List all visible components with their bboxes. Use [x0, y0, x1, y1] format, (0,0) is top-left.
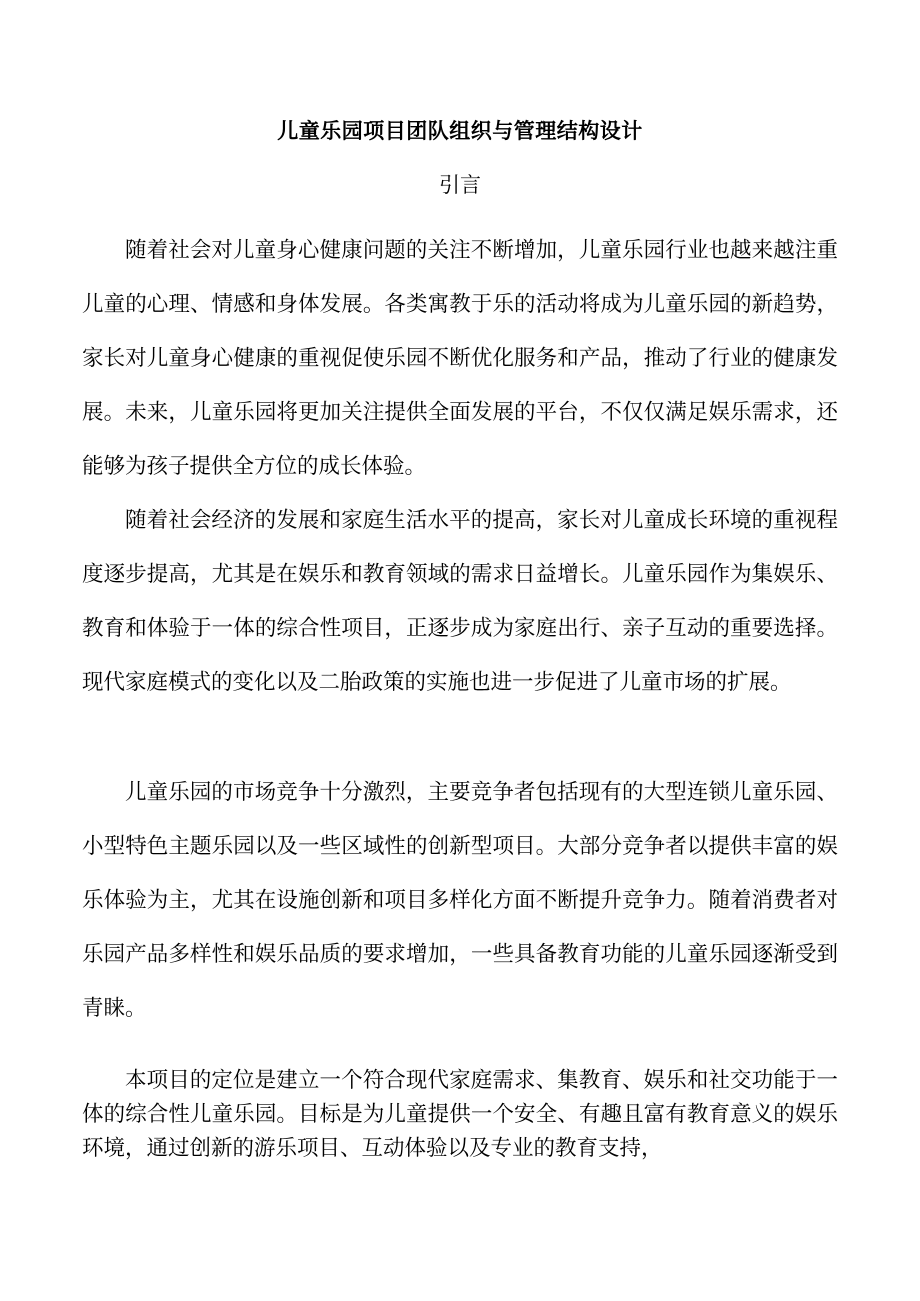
- paragraph-1: 随着社会对儿童身心健康问题的关注不断增加，儿童乐园行业也越来越注重儿童的心理、情感和身体发展。各类寓教于乐的活动将成为儿童乐园的新趋势，家长对儿童身心健康的重视促使乐园不断优化服务和产品，推动了行业的健康发展。未来，儿童乐园将更加关注提供全面发展的平台，不仅仅满足娱乐需求，还能够为孩子提供全方位的成长体验。: [82, 238, 838, 479]
- section-heading: 引言: [439, 173, 481, 197]
- paragraph-2: 随着社会经济的发展和家庭生活水平的提高，家长对儿童成长环境的重视程度逐步提高，尤其是在娱乐和教育领域的需求日益增长。儿童乐园作为集娱乐、教育和体验于一体的综合性项目，正逐步成为家庭出行、亲子互动的重要选择。现代家庭模式的变化以及二胎政策的实施也进一步促进了儿童市场的扩展。: [82, 508, 838, 695]
- paragraph-3: 儿童乐园的市场竞争十分激烈，主要竞争者包括现有的大型连锁儿童乐园、小型特色主题乐园以及一些区域性的创新型项目。大部分竞争者以提供丰富的娱乐体验为主，尤其在设施创新和项目多样化方面不断提升竞争力。随着消费者对乐园产品多样性和娱乐品质的要求增加，一些具备教育功能的儿童乐园逐渐受到青睐。: [82, 780, 838, 1021]
- document-title: 儿童乐园项目团队组织与管理结构设计: [277, 118, 643, 143]
- paragraph-4: 本项目的定位是建立一个符合现代家庭需求、集教育、娱乐和社交功能于一体的综合性儿童乐园。目标是为儿童提供一个安全、有趣且富有教育意义的娱乐环境，通过创新的游乐项目、互动体验以及专业的教育支持，: [82, 1068, 838, 1161]
